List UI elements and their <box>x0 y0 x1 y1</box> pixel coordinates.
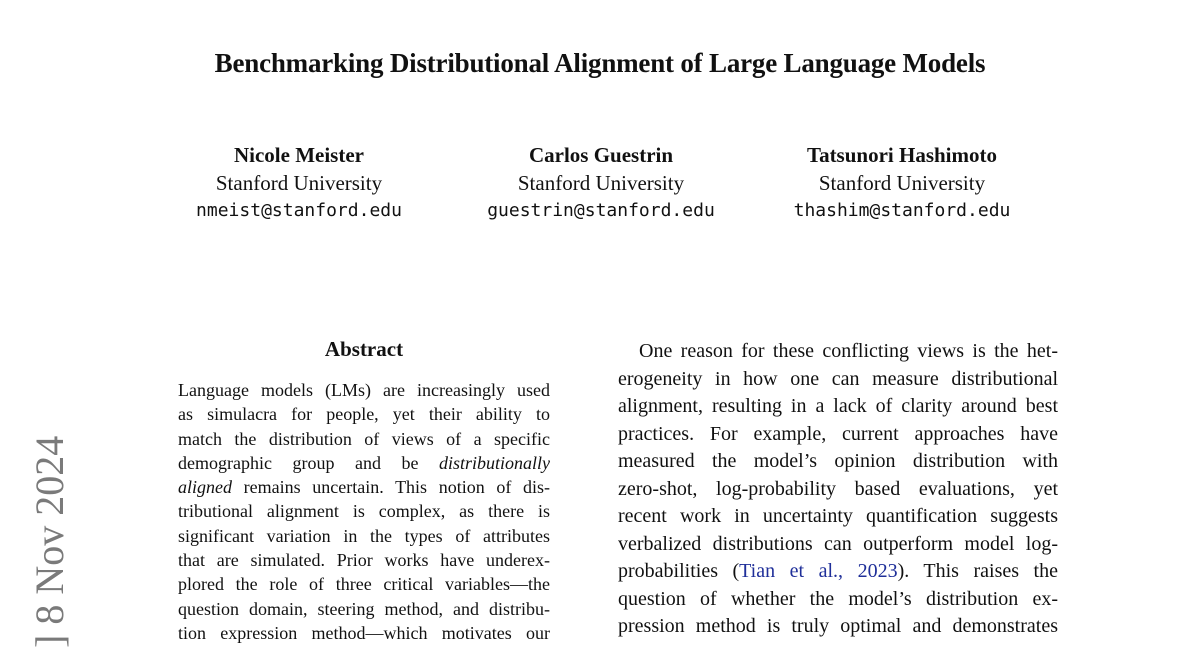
author-block <box>451 142 751 224</box>
abstract-line <box>178 475 550 499</box>
author-name: Carlos Guestrin <box>528 143 674 167</box>
paper-title: Benchmarking Distributional Alignment of Large Language Models <box>214 48 986 78</box>
abstract-line: plored the role of three critical variables—the <box>178 574 550 595</box>
abstract-text: demographic group and be <box>178 452 419 473</box>
author-name: Nicole Meister <box>233 143 364 167</box>
abstract-line: tributional alignment is complex, as there is <box>178 501 550 522</box>
intro-line: pression method is truly optimal and demonstrates <box>618 615 1058 637</box>
abstract-heading: Abstract <box>324 337 404 361</box>
author-block <box>752 142 1052 224</box>
citation-link[interactable]: Tian et al., 2023 <box>739 560 898 582</box>
author-affiliation: Stanford University <box>818 171 986 195</box>
intro-line: One reason for these conflicting views is the het- <box>639 340 1058 362</box>
author-block <box>149 142 449 224</box>
intro-line: zero-shot, log-probability based evaluations, yet <box>618 477 1058 500</box>
intro-line: question of whether the model’s distribution ex- <box>618 587 1058 610</box>
abstract-line: tion expression method—which motivates our <box>178 622 550 643</box>
author-email: guestrin@stanford.edu <box>487 200 715 221</box>
abstract-line: that are simulated. Prior works have underex- <box>178 550 550 571</box>
abstract-body <box>178 378 550 645</box>
author-name: Tatsunori Hashimoto <box>806 143 997 167</box>
author-affiliation: Stanford University <box>215 171 383 195</box>
arxiv-stamp: ] 8 Nov 2024 <box>27 435 72 648</box>
abstract-line: Language models (LMs) are increasingly used <box>178 380 550 400</box>
abstract-emphasis: distributionally <box>439 452 551 473</box>
abstract-emphasis: aligned <box>178 477 232 498</box>
intro-line: measured the model’s opinion distribution with <box>618 450 1058 472</box>
abstract-line: question domain, steering method, and distribu- <box>178 598 550 619</box>
intro-line: erogeneity in how one can measure distributional <box>618 367 1058 390</box>
intro-line: alignment, resulting in a lack of clarity around best <box>618 395 1058 417</box>
intro-line: verbalized distributions can outperform model log- <box>618 532 1058 555</box>
author-email: nmeist@stanford.edu <box>196 200 402 221</box>
abstract-line: match the distribution of views of a specific <box>178 428 550 449</box>
intro-line: recent work in uncertainty quantification suggests <box>618 505 1058 527</box>
intro-line: practices. For example, current approaches have <box>618 422 1058 445</box>
intro-text: ). This raises the <box>897 560 1058 582</box>
intro-paragraph <box>618 338 1058 641</box>
author-affiliation: Stanford University <box>517 171 685 195</box>
author-email: thashim@stanford.edu <box>793 200 1011 221</box>
intro-text: probabilities ( <box>618 560 740 582</box>
abstract-line: significant variation in the types of attributes <box>178 525 550 546</box>
abstract-line: as simulacra for people, yet their ability to <box>178 404 550 425</box>
intro-line <box>618 558 1058 586</box>
abstract-text: remains uncertain. This notion of dis- <box>243 477 551 498</box>
abstract-line <box>178 451 550 475</box>
